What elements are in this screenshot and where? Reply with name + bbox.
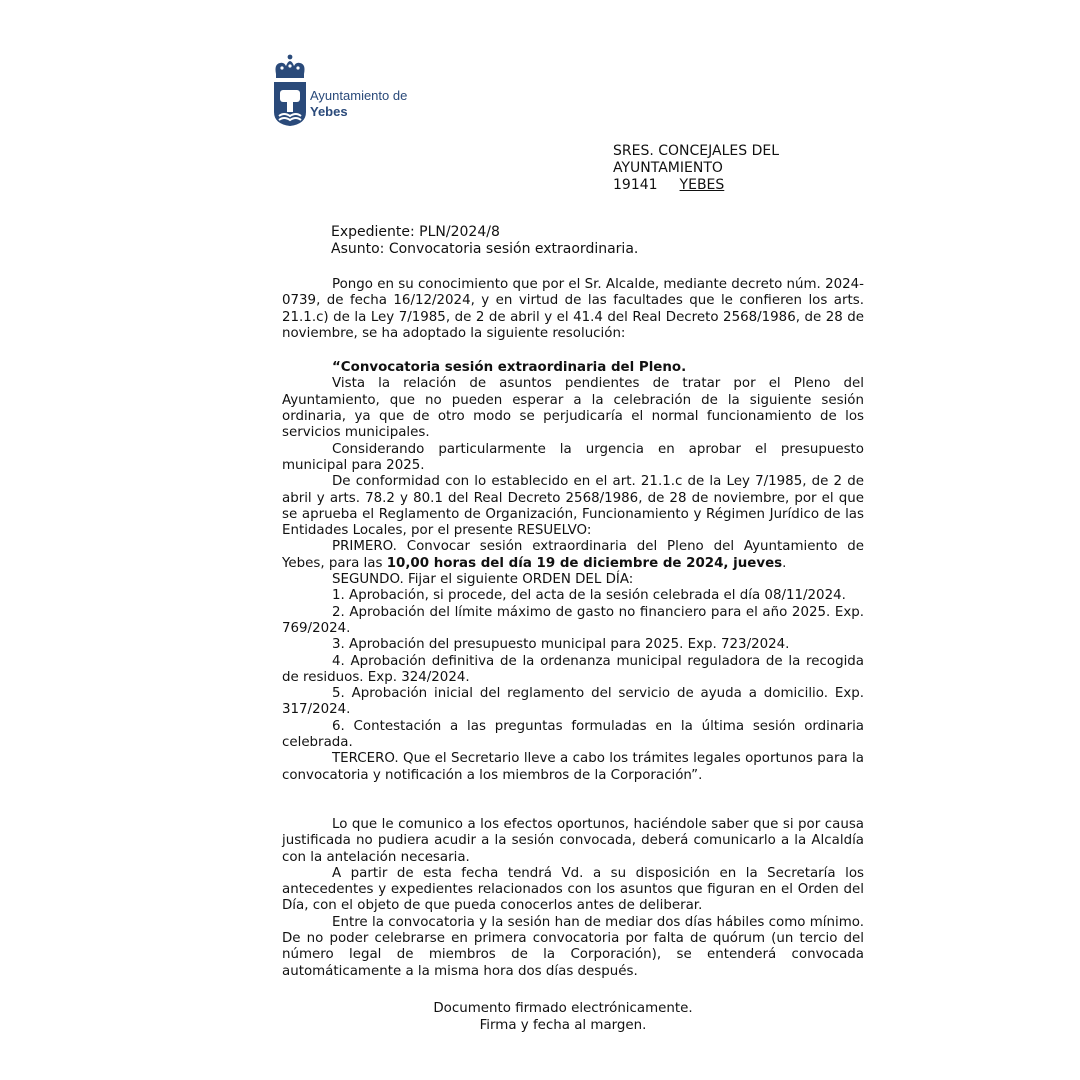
resolution-title-text: “Convocatoria sesión extraordinaria del Pleno.: [332, 360, 687, 376]
paragraph-primero: [282, 539, 864, 572]
agenda-item: 2. Aprobación del límite máximo de gasto no financiero para el año 2025. Exp. 769/2024.: [282, 604, 864, 636]
intro-paragraph: Pongo en su conocimiento que por el Sr. Alcalde, mediante decreto núm. 2024-0739, de fecha 16/12/2024, y en virtud de las facultades que le confieren los arts. 21.1.c) de la Ley 7/1985, de 2 de abril y el 41.4 del Real Decreto 2568/1986, de 28 de noviembre, se ha adoptado la siguiente resolución:: [282, 277, 864, 341]
document-body: [282, 277, 864, 980]
recipient-line2: AYUNTAMIENTO: [613, 160, 723, 176]
case-header: [331, 224, 751, 258]
asunto-line: [331, 241, 751, 258]
signature-note: [282, 1001, 844, 1034]
agenda-item: 3. Aprobación del presupuesto municipal para 2025. Exp. 723/2024.: [332, 637, 790, 653]
municipal-logo: [270, 52, 430, 128]
logo-wordmark: [310, 88, 407, 120]
logo-text-line2: Yebes: [310, 104, 348, 119]
session-datetime: 10,00 horas del día 19 de diciembre de 2024, jueves: [386, 555, 783, 571]
paragraph-tercero: TERCERO. Que el Secretario lleve a cabo los trámites legales oportunos para la convocatoria y notificación a los miembros de la Corporación”.: [282, 751, 864, 783]
city-name: YEBES: [679, 177, 725, 193]
signature-line2: Firma y fecha al margen.: [479, 1017, 647, 1033]
recipient-line1: SRES. CONCEJALES DEL: [613, 143, 780, 159]
coat-of-arms-icon: [270, 52, 310, 128]
expediente-line: [331, 224, 751, 241]
expediente-label: Expediente:: [331, 224, 415, 240]
asunto-value: Convocatoria sesión extraordinaria.: [388, 241, 639, 257]
expediente-value: PLN/2024/8: [419, 224, 500, 240]
closing-paragraph-3: Entre la convocatoria y la sesión han de mediar dos días hábiles como mínimo. De no poder celebrarse en primera convocatoria por falta de quórum (un tercio del número legal de miembros de la Corporación), se entenderá convocada automáticamente a la misma hora dos días después.: [282, 914, 864, 979]
agenda-item: 4. Aprobación definitiva de la ordenanza municipal reguladora de la recogida de residuos. Exp. 324/2024.: [282, 653, 864, 685]
paragraph-considerando: Considerando particularmente la urgencia en aprobar el presupuesto municipal para 2025.: [282, 441, 864, 473]
recipient-address: [613, 143, 873, 194]
primero-text: PRIMERO. Convocar sesión extraordinaria del Pleno del Ayuntamiento de Yebes, para las: [282, 539, 864, 571]
paragraph-segundo: SEGUNDO. Fijar el siguiente ORDEN DEL DÍA:: [332, 572, 634, 588]
paragraph-conformidad: De conformidad con lo establecido en el art. 21.1.c de la Ley 7/1985, de 2 de abril y arts. 78.2 y 80.1 del Real Decreto 2568/1986, de 28 de noviembre, por el que se aprueba el Reglamento de Organización, Funcionamiento y Régimen Jurídico de las Entidades Locales, por el presente RESUELVO:: [282, 474, 864, 539]
closing-paragraph-2: A partir de esta fecha tendrá Vd. a su disposición en la Secretaría los antecedentes y expedientes relacionados con los asuntos que figuran en el Orden del Día, con el objeto de que pueda conocerlos antes de deliberar.: [282, 865, 864, 914]
logo-text-line1: Ayuntamiento de: [310, 88, 408, 103]
resolution-title: [282, 360, 864, 376]
agenda-item: 1. Aprobación, si procede, del acta de la sesión celebrada el día 08/11/2024.: [332, 588, 846, 604]
recipient-city-line: [613, 177, 873, 194]
agenda-item: 5. Aprobación inicial del reglamento del servicio de ayuda a domicilio. Exp. 317/2024.: [282, 686, 864, 718]
asunto-label: Asunto:: [331, 241, 385, 257]
primero-end: .: [782, 555, 787, 571]
agenda-item: 6. Contestación a las preguntas formuladas en la última sesión ordinaria celebrada.: [282, 718, 864, 751]
postal-code: 19141: [613, 177, 658, 193]
closing-paragraph-1: Lo que le comunico a los efectos oportunos, haciéndole saber que si por causa justificada no pudiera acudir a la sesión convocada, deberá comunicarlo a la Alcaldía con la antelación necesaria.: [282, 816, 864, 865]
signature-line1: Documento firmado electrónicamente.: [433, 1001, 693, 1016]
paragraph-vista: Vista la relación de asuntos pendientes de tratar por el Pleno del Ayuntamiento, que no pueden esperar a la celebración de la siguiente sesión ordinaria, ya que de otro modo se perjudicaría el normal funcionamiento de los servicios municipales.: [282, 376, 864, 441]
